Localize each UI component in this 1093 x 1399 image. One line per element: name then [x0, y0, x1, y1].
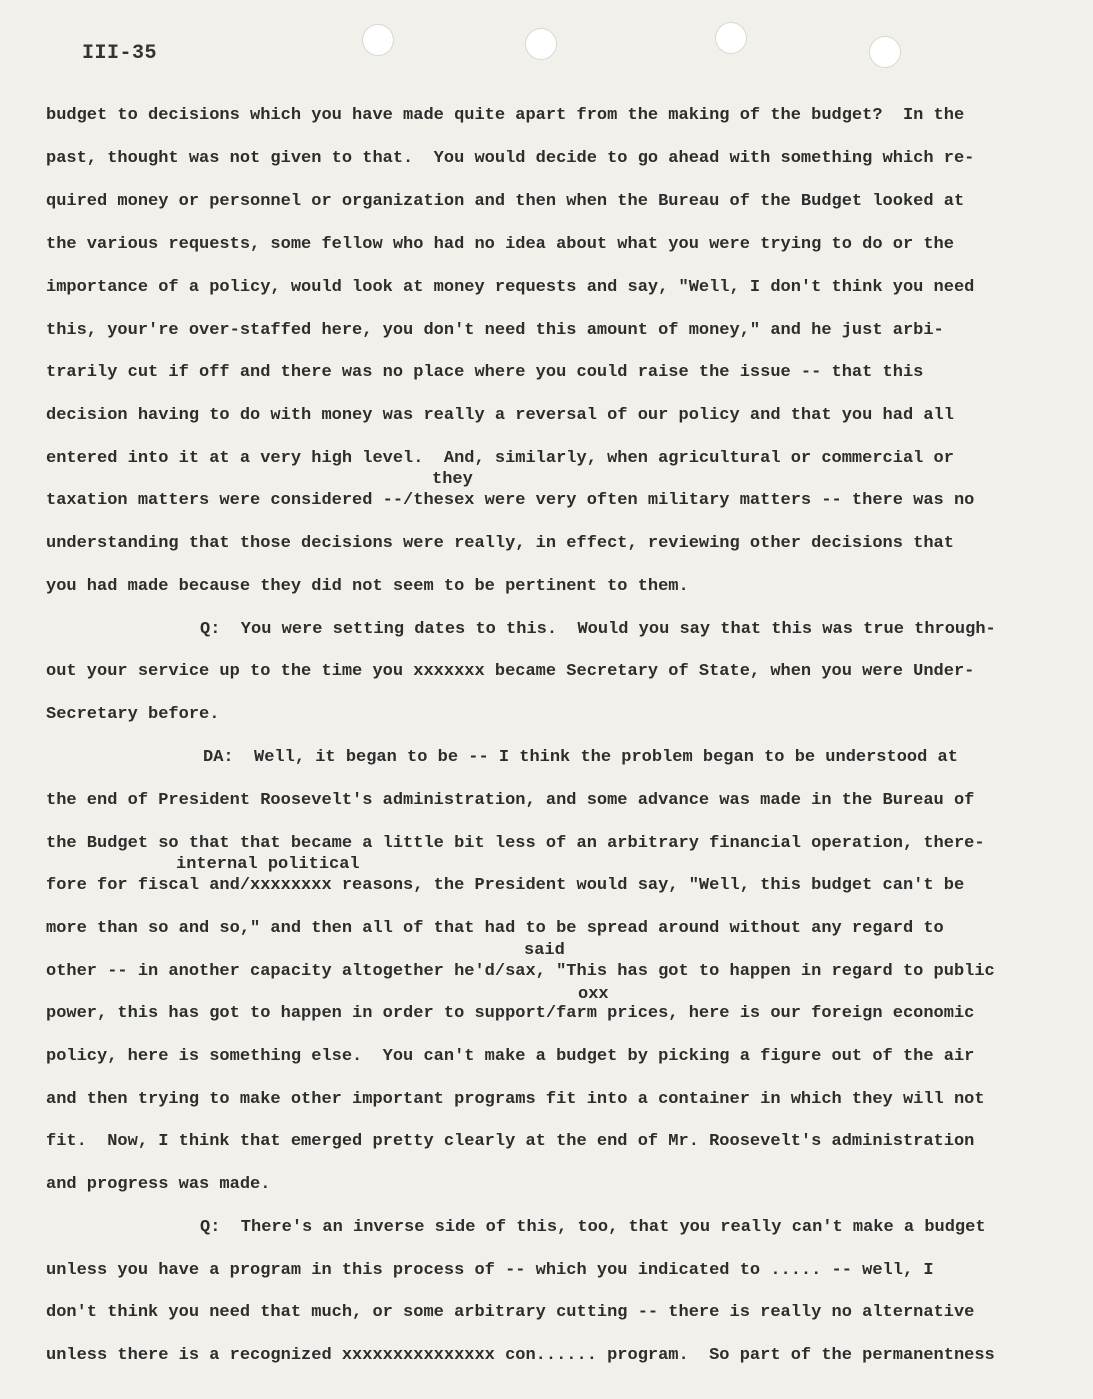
text-line: power, this has got to happen in order to support/farm prices, here is our foreign economic	[46, 1004, 975, 1023]
text-line: Q: There's an inverse side of this, too, that you really can't make a budget	[200, 1218, 986, 1237]
text-line: understanding that those decisions were really, in effect, reviewing other decisions that	[46, 534, 954, 553]
punch-hole	[715, 22, 747, 54]
text-line: you had made because they did not seem to be pertinent to them.	[46, 577, 689, 596]
text-line: importance of a policy, would look at money requests and say, "Well, I don't think you need	[46, 278, 975, 297]
page-number: III-35	[82, 42, 158, 65]
text-line: and then trying to make other important programs fit into a container in which they will not	[46, 1090, 985, 1109]
text-line: the Budget so that that became a little bit less of an arbitrary financial operation, there-	[46, 834, 985, 853]
text-line: the various requests, some fellow who had no idea about what you were trying to do or the	[46, 235, 954, 254]
text-line: this, your're over-staffed here, you don't need this amount of money," and he just arbi-	[46, 321, 944, 340]
interlinear-insertion: they	[432, 470, 473, 489]
text-line: and progress was made.	[46, 1175, 271, 1194]
text-line: don't think you need that much, or some arbitrary cutting -- there is really no alternative	[46, 1303, 975, 1322]
text-line: Secretary before.	[46, 705, 220, 724]
text-line: fore for fiscal and/xxxxxxxx reasons, the President would say, "Well, this budget can't be	[46, 876, 965, 895]
text-line: unless there is a recognized xxxxxxxxxxxxxxx con...... program. So part of the permanentness	[46, 1346, 995, 1365]
text-line: other -- in another capacity altogether he'd/sax, "This has got to happen in regard to public	[46, 962, 995, 981]
text-line: decision having to do with money was really a reversal of our policy and that you had all	[46, 406, 954, 425]
text-line: more than so and so," and then all of that had to be spread around without any regard to	[46, 919, 944, 938]
interlinear-insertion: said	[524, 941, 565, 960]
text-line: fit. Now, I think that emerged pretty clearly at the end of Mr. Roosevelt's administration	[46, 1132, 975, 1151]
text-line: unless you have a program in this process of -- which you indicated to ..... -- well, I	[46, 1261, 934, 1280]
text-line: policy, here is something else. You can't make a budget by picking a figure out of the air	[46, 1047, 975, 1066]
text-line: trarily cut if off and there was no place where you could raise the issue -- that this	[46, 363, 924, 382]
text-line: the end of President Roosevelt's administration, and some advance was made in the Bureau of	[46, 791, 975, 810]
text-line: out your service up to the time you xxxxxxx became Secretary of State, when you were Under-	[46, 662, 975, 681]
punch-hole	[869, 36, 901, 68]
text-line: quired money or personnel or organization and then when the Bureau of the Budget looked at	[46, 192, 965, 211]
interlinear-insertion: internal political	[176, 855, 360, 874]
text-line: past, thought was not given to that. You would decide to go ahead with something which re-	[46, 149, 975, 168]
text-line: taxation matters were considered --/thesex were very often military matters -- there was no	[46, 491, 975, 510]
text-line: budget to decisions which you have made quite apart from the making of the budget? In the	[46, 106, 965, 125]
text-line: Q: You were setting dates to this. Would you say that this was true through-	[200, 620, 996, 639]
punch-hole	[362, 24, 394, 56]
text-line: DA: Well, it began to be -- I think the problem began to be understood at	[203, 748, 958, 767]
punch-hole	[525, 28, 557, 60]
interlinear-insertion: oxx	[578, 985, 609, 1004]
text-line: entered into it at a very high level. And, similarly, when agricultural or commercial or	[46, 449, 954, 468]
